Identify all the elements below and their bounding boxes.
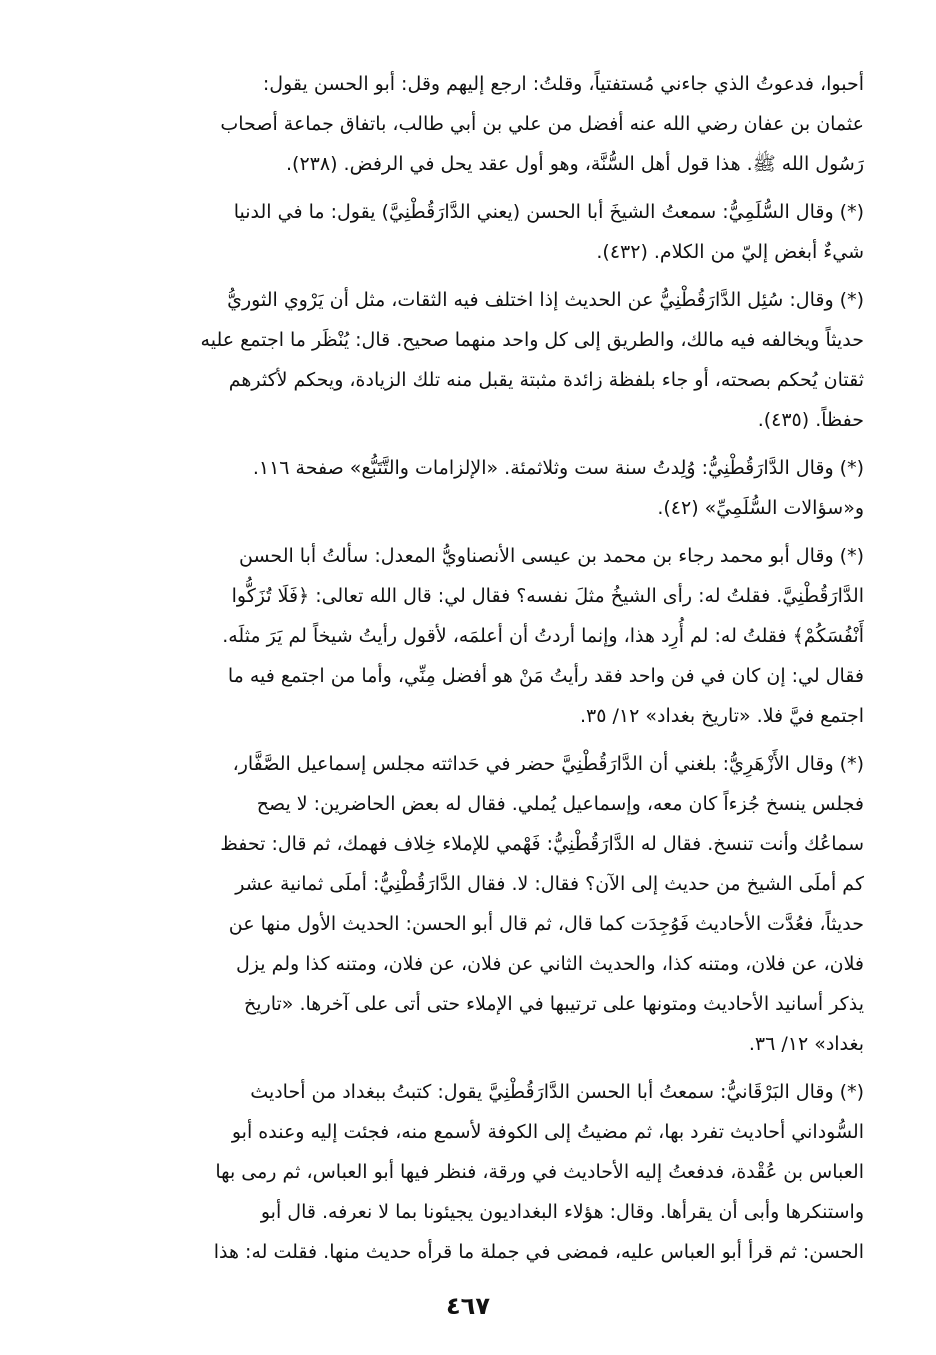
text-line: (*) وقال أبو محمد رجاء بن محمد بن عيسى الأنصناويُّ المعدل: سألتُ أبا الحسن xyxy=(239,545,864,567)
text-line: الحسن: ثم قرأ أبو العباس عليه، فمضى في جملة ما قرأه حديث منها. فقلت له: هذا xyxy=(213,1241,864,1263)
text-line: (*) وقال الدَّارَقُطْنِيُّ: وُلِدتُ سنة ست وثلاثمئة. «الإلزامات والتَّتَبُّع» صفحة ١١٦. xyxy=(252,457,864,479)
text-line: رَسُول الله ﷺ. هذا قول أهل السُّنَّة، وهو أول عقد يحل في الرفض. (٢٣٨). xyxy=(286,153,864,175)
text-line: أَنْفُسَكُمْ﴾ فقلتُ له: لم أُرِد هذا، وإنما أردتُ أن أعلمَه، لأقول رأيتُ شيخاً لم يَرَ مثلَه. xyxy=(222,625,864,647)
text-line: شيءٌ أبغض إليّ من الكلام. (٤٣٢). xyxy=(596,241,864,263)
text-line: حديثاً، فعُدَّت الأحاديث فَوُجِدَت كما قال، ثم قال أبو الحسن: الحديث الأول منها عن xyxy=(228,913,864,935)
text-line: ثقتان يُحكم بصحته، أو جاء بلفظة زائدة مثبتة يقبل منه تلك الزيادة، ويحكم لأكثرهم xyxy=(228,369,864,391)
paragraph xyxy=(86,192,864,272)
text-line: عثمان بن عفان رضي الله عنه أفضل من علي بن أبي طالب، باتفاق جماعة أصحاب xyxy=(220,113,864,135)
page-number: ٤٦٧ xyxy=(446,1292,490,1320)
text-line: فقال لي: إن كان في فن واحد فقد رأيتُ مَنْ هو أفضل مِنِّي، وأما من اجتمع فيه ما xyxy=(227,665,864,687)
paragraph xyxy=(86,448,864,528)
text-line: (*) وقال البَرْقَانيُّ: سمعتُ أبا الحسن الدَّارَقُطْنِيَّ يقول: كتبتُ ببغداد من أحاديث xyxy=(250,1081,864,1103)
text-line: العباس بن عُقْدة، فدفعتُ إليه الأحاديث في ورقة، فنظر فيها أبو العباس، ثم رمى بها xyxy=(215,1161,864,1183)
text-line: السُّوداني أحاديث تفرد بها، ثم مضيتُ إلى الكوفة لأسمع منه، فجئت إليه وعنده أبو xyxy=(231,1121,864,1143)
text-line: سماعُك وأنت تنسخ. فقال له الدَّارَقُطْنِيُّ: فَهْمي للإملاء خِلاف فهمك، ثم قال: تحفظ xyxy=(220,833,864,855)
paragraph xyxy=(86,64,864,184)
paragraph xyxy=(86,280,864,440)
text-line: فجلس ينسخ جُزءاً كان معه، وإسماعيل يُملي. فقال له بعض الحاضرين: لا يصح xyxy=(256,793,864,815)
text-line: اجتمع فيَّ فلا. «تاريخ بغداد» ١٢/ ٣٥. xyxy=(580,705,864,727)
text-line: (*) وقال الأَزْهَرِيُّ: بلغني أن الدَّارَقُطْنِيَّ حضر في حَداثته مجلس إسماعيل الصَّفَّار، xyxy=(232,753,864,775)
text-line: حفظاً. (٤٣٥). xyxy=(757,409,864,431)
text-line: و«سؤالات السُّلَمِيِّ» (٤٢). xyxy=(657,497,864,519)
text-line: بغداد» ١٢/ ٣٦. xyxy=(748,1033,864,1055)
text-line: الدَّارَقُطْنِيَّ. فقلتُ له: رأى الشيخُ مثلَ نفسه؟ فقال لي: قال الله تعالى: ﴿فَلَا تُزَكُّوا xyxy=(231,585,864,607)
book-page-text xyxy=(86,64,864,1272)
text-line: (*) وقال: سُئِل الدَّارَقُطْنِيُّ عن الحديث إذا اختلف فيه الثقات، مثل أن يَرْوي الثوريُّ xyxy=(227,289,864,311)
text-line: يذكر أسانيد الأحاديث ومتونها على ترتيبها في الإملاء حتى أتى على آخرها. «تاريخ xyxy=(243,993,864,1015)
text-line: أحبوا، فدعوتُ الذي جاءني مُستفتياً، وقلتُ: ارجع إليهم وقل: أبو الحسن يقول: xyxy=(262,73,864,95)
text-line: (*) وقال السُّلَمِيُّ: سمعتُ الشيخَ أبا الحسن (يعني الدَّارَقُطْنِيَّ) يقول: ما في الدنيا xyxy=(233,201,864,223)
text-line: فلان، عن فلان، ومتنه كذا، والحديث الثاني عن فلان، عن فلان، ومتنه كذا ولم يزل xyxy=(235,953,864,975)
paragraph xyxy=(86,1072,864,1272)
text-line: حديثاً ويخالفه فيه مالك، والطريق إلى كل واحد منهما صحيح. قال: يُنْظَر ما اجتمع عليه xyxy=(200,329,864,351)
paragraph xyxy=(86,744,864,1064)
paragraph xyxy=(86,536,864,736)
text-line: كم أملَى الشيخ من حديث إلى الآن؟ فقال: لا. فقال الدَّارَقُطْنِيُّ: أملَى ثمانية عشر xyxy=(235,873,864,895)
text-line: واستنكرها وأبى أن يقرأها. وقال: هؤلاء البغداديون يجيئونا بما لا نعرفه. قال أبو xyxy=(260,1201,864,1223)
